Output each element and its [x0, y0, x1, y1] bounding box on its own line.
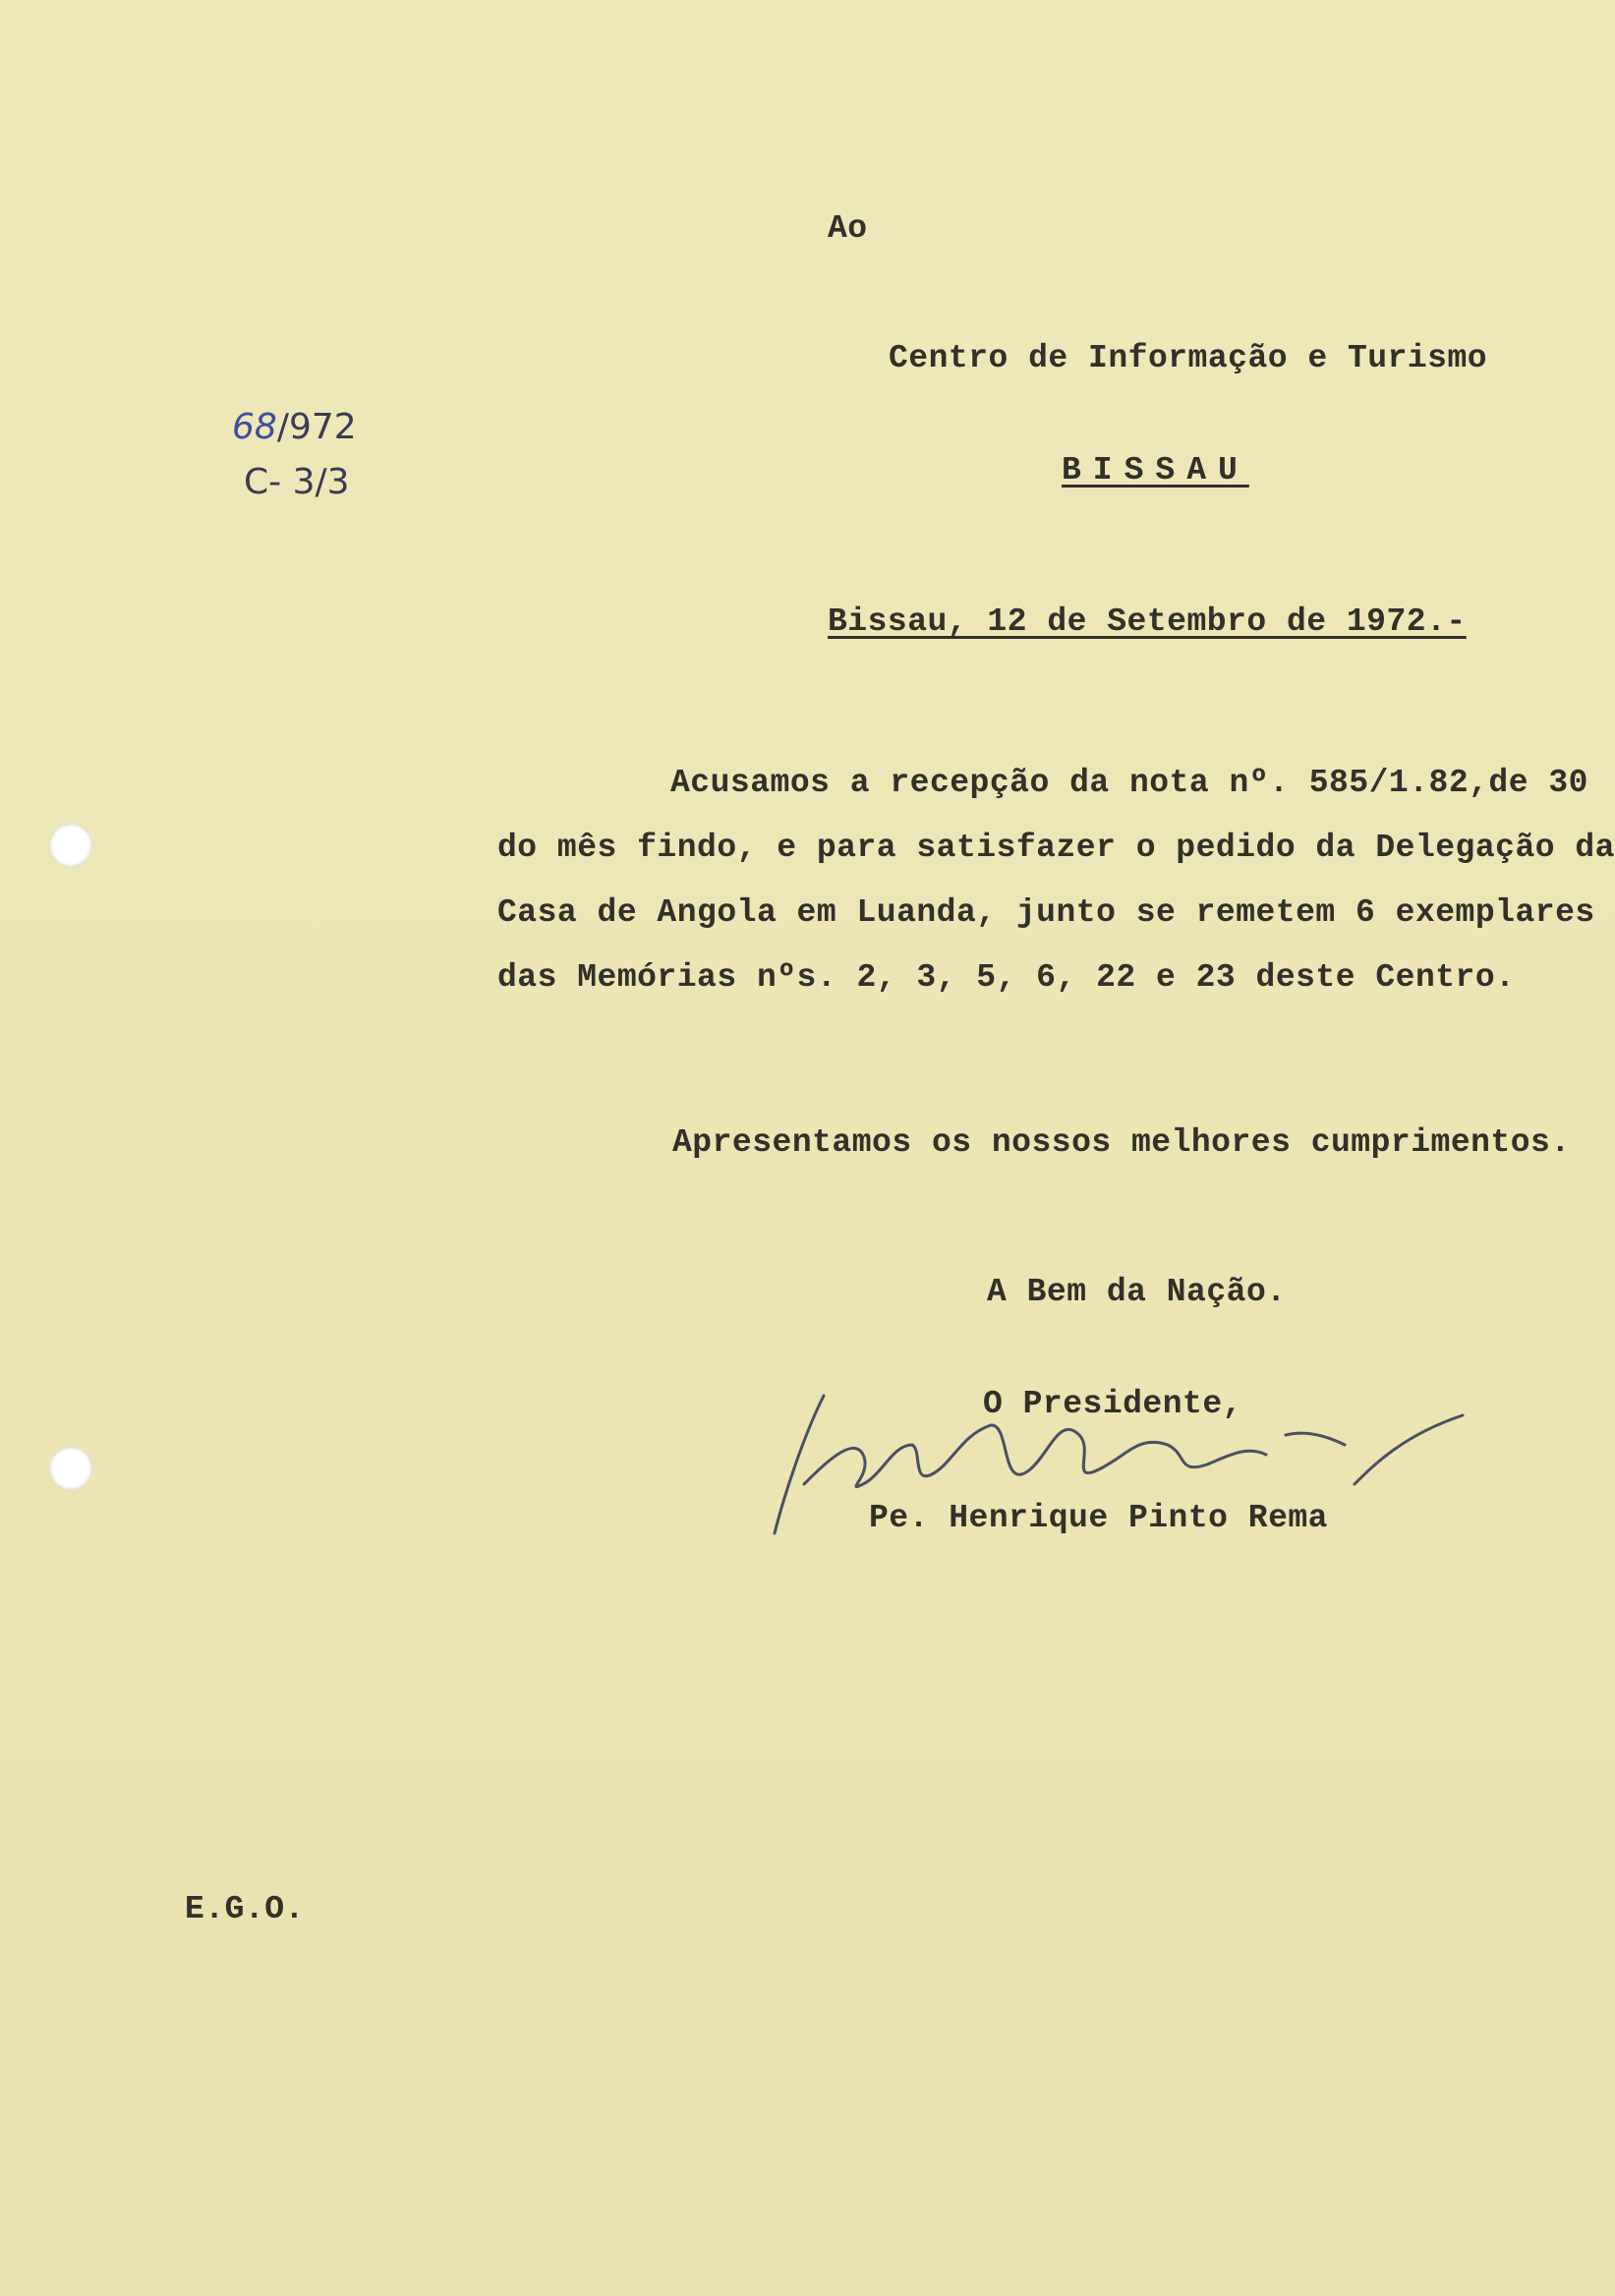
body-line-4: das Memórias nºs. 2, 3, 5, 6, 22 e 23 deste Centro. — [497, 959, 1516, 996]
ref-year: /972 — [276, 407, 357, 447]
closing: A Bem da Nação. — [987, 1274, 1287, 1310]
recipient-name: Centro de Informação e Turismo — [889, 340, 1488, 376]
reference-code: C- 3/3 — [244, 462, 350, 502]
salutation-ao: Ao — [828, 210, 868, 247]
punch-hole-bottom — [49, 1447, 92, 1490]
reference-number — [232, 407, 357, 447]
greeting: Apresentamos os nossos melhores cumprimentos. — [672, 1124, 1571, 1161]
recipient-city: BISSAU — [1062, 452, 1249, 488]
body-line-3: Casa de Angola em Luanda, junto se remetem 6 exemplares — [497, 894, 1595, 931]
sender-initials: E.G.O. — [185, 1891, 305, 1927]
body-line-2: do mês findo, e para satisfazer o pedido da Delegação da — [497, 830, 1615, 866]
handwritten-number: 68 — [232, 407, 277, 447]
punch-hole-top — [49, 824, 92, 867]
signatory-title: O Presidente, — [983, 1386, 1242, 1422]
letter-date: Bissau, 12 de Setembro de 1972.- — [828, 603, 1467, 640]
body-line-1: Acusamos a recepção da nota nº. 585/1.82,de 30 — [670, 765, 1588, 801]
signatory-name: Pe. Henrique Pinto Rema — [869, 1500, 1328, 1536]
